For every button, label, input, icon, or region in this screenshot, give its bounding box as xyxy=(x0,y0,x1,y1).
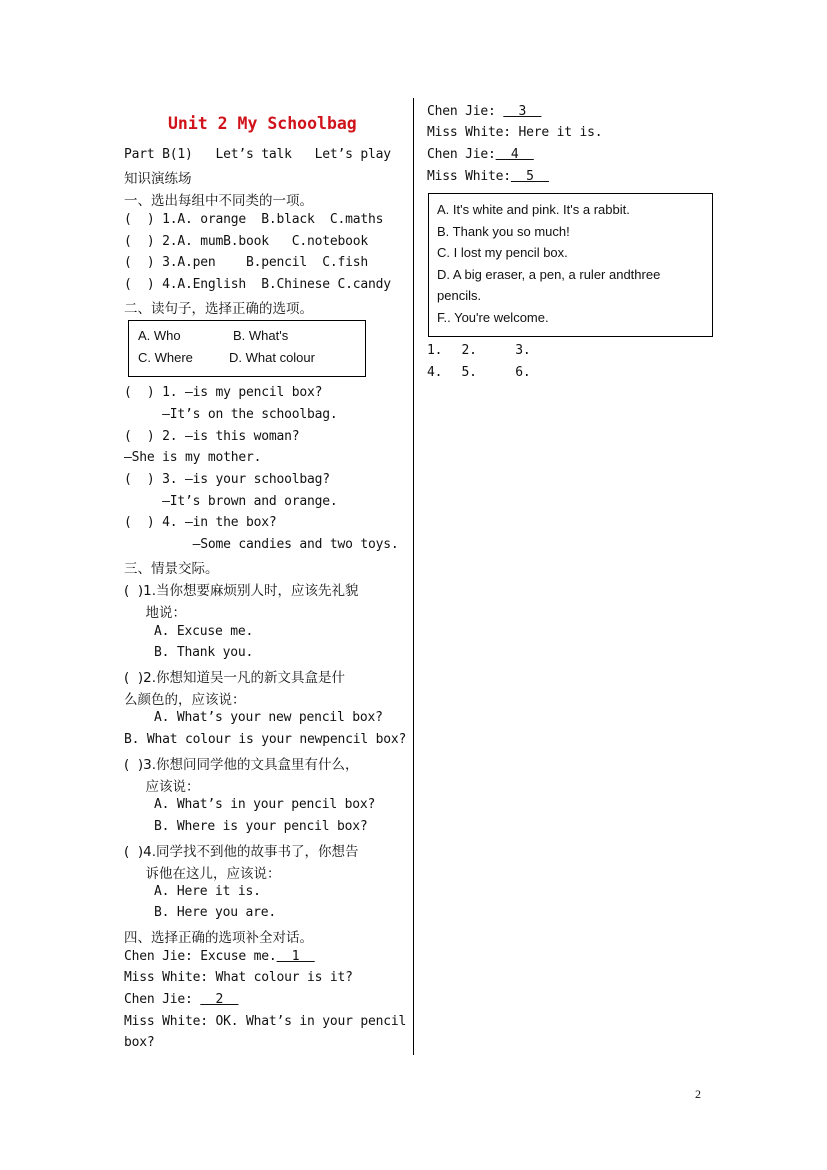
s4-line-3 xyxy=(124,992,238,1007)
page-title: Unit 2 My Schoolbag xyxy=(168,114,357,133)
s3-q4-line-2: 诉他在这儿，应该说： xyxy=(124,866,281,882)
s3-q4-option-b: B. Here you are. xyxy=(154,905,277,920)
s2-line-3: ( ) 2. —is this woman? xyxy=(124,429,300,444)
s2-line-4: —She is my mother. xyxy=(124,450,262,465)
s1-item-4: ( ) 4.A.English B.Chinese C.candy xyxy=(124,277,391,292)
s3-q2-line-2: 么颜色的，应该说： xyxy=(124,692,246,708)
answer-row-1: 1. 2. 3. xyxy=(427,343,531,358)
s4-option-d-cont: pencils. xyxy=(437,288,482,303)
s3-q2-line-1: ( )2.你想知道吴一凡的新文具盒是什 xyxy=(124,670,345,686)
s4-right-line-1-text: Chen Jie: xyxy=(427,104,504,119)
section-4-heading: 四、选择正确的选项补全对话。 xyxy=(124,930,313,946)
s4-right-line-4-text: Miss White: xyxy=(427,169,511,184)
s4-blank-4: 4 xyxy=(495,147,534,162)
s2-line-7: ( ) 4. —in the box? xyxy=(124,515,277,530)
section-2-heading: 二、读句子，选择正确的选项。 xyxy=(124,301,313,317)
s2-option-b: B. What's xyxy=(233,328,289,343)
s4-line-1 xyxy=(124,949,315,964)
answer-row-2: 4. 5. 6. xyxy=(427,365,531,380)
s4-blank-5: 5 xyxy=(510,169,550,184)
s3-q1-option-a: A. Excuse me. xyxy=(154,624,254,639)
section-3-heading: 三、情景交际。 xyxy=(124,561,219,577)
s3-q3-option-b: B. Where is your pencil box? xyxy=(154,819,368,834)
s2-line-2: —It’s on the schoolbag. xyxy=(124,407,338,422)
s4-right-line-4 xyxy=(427,169,549,184)
s4-blank-2: 2 xyxy=(200,992,239,1007)
s3-q3-option-a: A. What’s in your pencil box? xyxy=(154,797,376,812)
s4-line-4: Miss White: OK. What’s in your pencil xyxy=(124,1014,407,1029)
s4-option-d: D. A big eraser, a pen, a ruler andthree xyxy=(437,267,661,282)
s3-q3-line-1: ( )3.你想问同学他的文具盒里有什么， xyxy=(124,757,359,773)
s3-q2-option-a: A. What’s your new pencil box? xyxy=(154,710,383,725)
s3-q1-line-1: ( )1.当你想要麻烦别人时，应该先礼貌 xyxy=(124,583,359,599)
s4-blank-1: 1 xyxy=(276,949,315,964)
s1-item-1: ( ) 1.A. orange B.black C.maths xyxy=(124,212,384,227)
s4-line-5: box? xyxy=(124,1035,155,1050)
section-1-heading: 一、选出每组中不同类的一项。 xyxy=(124,193,313,209)
s3-q1-line-2: 地说： xyxy=(124,605,186,621)
s4-line-2: Miss White: What colour is it? xyxy=(124,970,353,985)
drill-heading: 知识演练场 xyxy=(124,171,192,187)
s2-option-a: A. Who xyxy=(138,328,181,343)
s2-option-d: D. What colour xyxy=(229,350,315,365)
s4-option-f: F.. You're welcome. xyxy=(437,310,549,325)
s1-item-3: ( ) 3.A.pen B.pencil C.fish xyxy=(124,255,369,270)
s4-option-c: C. I lost my pencil box. xyxy=(437,245,568,260)
s4-right-line-3 xyxy=(427,147,534,162)
s3-q2-option-b: B. What colour is your newpencil box? xyxy=(124,732,407,747)
s2-line-5: ( ) 3. —is your schoolbag? xyxy=(124,472,330,487)
s2-line-8: —Some candies and two toys. xyxy=(124,537,399,552)
s3-q3-line-2: 应该说： xyxy=(124,779,200,795)
s3-q4-option-a: A. Here it is. xyxy=(154,884,261,899)
s4-option-a: A. It's white and pink. It's a rabbit. xyxy=(437,202,630,217)
s3-q4-line-1: ( )4.同学找不到他的故事书了，你想告 xyxy=(124,844,359,860)
s2-line-6: —It’s brown and orange. xyxy=(124,494,338,509)
part-heading: Part B(1) Let’s talk Let’s play xyxy=(124,147,391,162)
s1-item-2: ( ) 2.A. mumB.book C.notebook xyxy=(124,234,369,249)
page-number: 2 xyxy=(695,1087,701,1101)
s4-right-line-2: Miss White: Here it is. xyxy=(427,125,603,140)
s4-option-b: B. Thank you so much! xyxy=(437,224,570,239)
s4-line-3-text: Chen Jie: xyxy=(124,992,201,1007)
column-divider xyxy=(413,98,414,1055)
s2-option-c: C. Where xyxy=(138,350,193,365)
s4-line-1-text: Chen Jie: Excuse me. xyxy=(124,949,277,964)
s2-line-1: ( ) 1. —is my pencil box? xyxy=(124,385,323,400)
s4-right-line-3-text: Chen Jie: xyxy=(427,147,496,162)
s4-blank-3: 3 xyxy=(503,104,542,119)
s3-q1-option-b: B. Thank you. xyxy=(154,645,254,660)
s4-right-line-1 xyxy=(427,104,541,119)
